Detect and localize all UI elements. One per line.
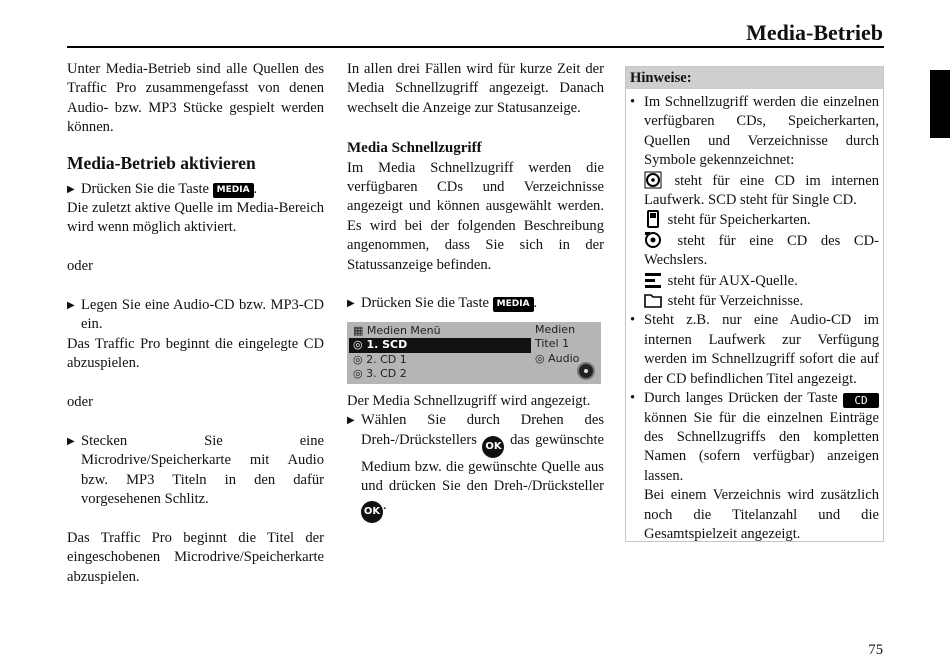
step-text-end: .: [533, 295, 538, 312]
hint-text: Durch langes Drücken der Taste: [644, 390, 838, 407]
display-screenshot: [347, 322, 601, 384]
hint-text: Im Schnellzugriff werden die einzelnen verfügbaren CDs, Speicherkarten, Quellen und Verzeichnisse durch Symbole gekennzeichnet:: [644, 94, 879, 169]
page-title: Media-Betrieb: [746, 20, 883, 45]
column-middle: [347, 60, 604, 523]
step-text: Drücken Sie die Taste: [81, 180, 209, 197]
cd-disc-icon: [577, 362, 595, 380]
display-menu: [349, 324, 531, 382]
internal-cd-icon: [644, 171, 662, 189]
hint-text: steht für eine CD im internen Laufwerk. SCD steht für Single CD.: [644, 172, 879, 209]
arrow-bullet-icon: ▶: [67, 435, 75, 447]
ok-key-icon: OK: [482, 436, 504, 458]
hint-text: Steht z.B. nur eine Audio-CD im internen Laufwerk zur Verfügung werden im Schnellzugriff sofort die auf der CD befindlichen Titel angezeigt.: [644, 312, 879, 387]
instruction-step: [67, 432, 324, 510]
hint-text: steht für Speicherkarten.: [667, 212, 811, 229]
display-menu-row: ◎ 3. CD 2: [353, 367, 407, 381]
section-tab-marker: [930, 70, 950, 138]
step-text: Stecken Sie eine Microdrive/Speicherkarte mit Audio bzw. MP3 Titeln in den dafür vorgesehenen Schlitz.: [81, 432, 324, 508]
paragraph: Das Traffic Pro beginnt die Titel der eingeschobenen Microdrive/Speicherkarte abzuspielen.: [67, 529, 324, 585]
section-heading-activate: Media-Betrieb aktivieren: [67, 152, 256, 173]
step-text: Wählen Sie durch Drehen des Dreh-/Drückstellers: [361, 412, 604, 448]
cd-changer-icon: [644, 231, 662, 249]
instruction-step: [67, 296, 324, 335]
paragraph: In allen drei Fällen wird für kurze Zeit der Media Schnellzugriff angezeigt. Danach wechselt die Anzeige zur Statusanzeige.: [347, 61, 604, 116]
hint-text: Bei einem Verzeichnis wird zusätzlich noch die Titelanzahl und die Gesamtspielzeit angezeigt.: [644, 487, 879, 542]
paragraph: Der Media Schnellzugriff wird angezeigt.: [347, 392, 591, 409]
instruction-step: [347, 411, 604, 523]
paragraph: Das Traffic Pro beginnt die eingelegte CD abzuspielen.: [67, 335, 324, 372]
display-menu-row-selected: ◎ 1. SCD: [349, 338, 531, 353]
hint-text: steht für eine CD des CD-Wechslers.: [644, 232, 879, 269]
step-text-end: .: [253, 180, 258, 197]
section-heading-quick-access: Media Schnellzugriff: [347, 140, 482, 157]
page-number: 75: [868, 642, 883, 658]
display-side-label: Titel 1: [535, 337, 570, 351]
oder-text: oder: [67, 394, 93, 411]
paragraph: Im Media Schnellzugriff werden die verfügbaren CDs und Verzeichnisse angezeigt und können ausgewählt werden. Es wird bei der folgenden Beschreibung angenommen, dass Sie sich in der Statussanzeige befinden.: [347, 159, 604, 273]
hint-item: • Im Schnellzugriff werden die einzelnen verfügbaren CDs, Speicherkarten, Quellen und Verzeichnisse durch Symbole gekennzeichnet: steht für eine CD im internen Laufwerk. SCD steht für Single CD. steht für Speicherkarten. steht für eine CD des CD-Wechslers. steht für AUX-Quelle. steht für Verzeichnisse.: [630, 94, 879, 310]
instruction-step: [347, 294, 604, 313]
memory-card-icon: [644, 210, 662, 228]
column-left: [67, 60, 324, 587]
cd-key-icon: CD: [843, 393, 879, 408]
display-side-panel: [535, 323, 597, 367]
hints-title: Hinweise:: [626, 67, 883, 89]
media-key-icon: MEDIA: [213, 183, 254, 198]
arrow-bullet-icon: ▶: [67, 300, 75, 312]
hint-text: steht für AUX-Quelle.: [667, 272, 798, 289]
display-side-label: Medien: [535, 322, 576, 336]
display-side-label: ◎ Audio: [535, 351, 580, 365]
display-menu-row: ◎ 2. CD 1: [353, 352, 407, 366]
hint-text: steht für Verzeichnisse.: [667, 293, 804, 310]
hint-item: • Steht z.B. nur eine Audio-CD im internen Laufwerk zur Verfügung werden im Schnellzugriff sofort die auf der CD befindlichen Titel angezeigt.: [630, 311, 879, 389]
oder-text: oder: [67, 258, 93, 275]
hints-box: [625, 66, 884, 542]
hint-item: • Durch langes Drücken der Taste CD können Sie für die einzelnen Einträge des Schnellzugriffs den kompletten Namen (sofern verfügbar) anzeigen lassen. Bei einem Verzeichnis wird zusätzlich noch die Titelanzahl und die Gesamtspielzeit angezeigt.: [630, 390, 879, 542]
paragraph: Die zuletzt aktive Quelle im Media-Bereich wird wenn möglich aktiviert.: [67, 200, 324, 236]
instruction-step: [67, 180, 324, 199]
step-text-end: .: [383, 497, 387, 514]
media-key-icon: MEDIA: [493, 297, 534, 312]
step-text: das gewünschte Medium bzw. die gewünschte Quelle aus und drücken Sie den Dreh-/Drücksteller: [361, 431, 604, 495]
ok-key-icon: OK: [361, 501, 383, 523]
aux-source-icon: [644, 271, 662, 289]
folder-icon: [644, 291, 662, 309]
header-rule: [67, 46, 884, 48]
hint-text: können Sie für die einzelnen Einträge des Schnellzugriffs den kompletten Namen (sofern verfügbar) anzeigen lassen.: [644, 409, 879, 484]
arrow-bullet-icon: ▶: [67, 183, 75, 195]
intro-paragraph: Unter Media-Betrieb sind alle Quellen des Traffic Pro zusammengefasst von denen Audio- bzw. MP3 Stücke gespielt werden können.: [67, 61, 324, 136]
step-text: Legen Sie eine Audio-CD bzw. MP3-CD ein.: [81, 297, 324, 333]
arrow-bullet-icon: ▶: [347, 298, 355, 310]
step-text: Drücken Sie die Taste: [361, 295, 489, 312]
display-menu-row: ▦ Medien Menü: [353, 323, 441, 337]
arrow-bullet-icon: ▶: [347, 415, 355, 427]
